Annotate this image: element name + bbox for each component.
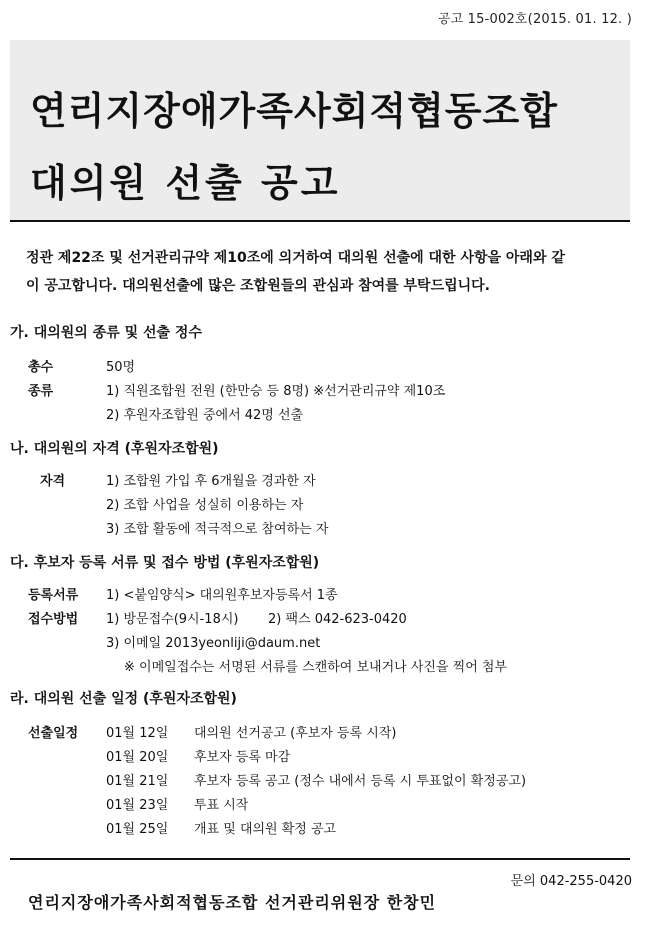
schedule-date: 01월 21일 [106, 774, 169, 789]
schedule-date: 01월 20일 [106, 750, 169, 765]
documents-label: 등록서류 [28, 588, 79, 603]
section-heading-da: 다. 후보자 등록 서류 및 접수 방법 (후원자조합원) [10, 555, 320, 571]
method-item-1: 1) 방문접수(9시-18시) [106, 612, 239, 627]
total-label: 총수 [28, 360, 54, 375]
schedule-event: 후보자 등록 마감 [194, 750, 291, 765]
section-heading-ra: 라. 대의원 선출 일정 (후원자조합원) [10, 691, 237, 707]
total-value: 50명 [106, 360, 136, 375]
intro-paragraph [26, 244, 626, 300]
footer-divider [10, 858, 630, 860]
notice-number: 공고 15-002호(2015. 01. 12. ) [437, 12, 632, 27]
schedule-date: 01월 23일 [106, 798, 169, 813]
signature-line: 연리지장애가족사회적협동조합 선거관리위원장 한창민 [28, 893, 437, 912]
section-heading-na: 나. 대의원의 자격 (후원자조합원) [10, 441, 219, 457]
title-notice: 대의원 선출 공고 [30, 161, 341, 205]
schedule-date: 01월 12일 [106, 726, 169, 741]
method-label: 접수방법 [28, 612, 79, 627]
schedule-label: 선출일정 [28, 726, 79, 741]
type-label: 종류 [28, 384, 54, 399]
method-item-2: 2) 팩스 042-623-0420 [268, 612, 407, 627]
method-item-3: 3) 이메일 2013yeonliji@daum.net [106, 636, 321, 651]
contact-phone: 문의 042-255-0420 [510, 874, 632, 889]
schedule-event: 개표 및 대의원 확정 공고 [194, 822, 337, 837]
documents-value: 1) <붙임양식> 대의원후보자등록서 1종 [106, 588, 338, 603]
qualification-item-3: 3) 조합 활동에 적극적으로 참여하는 자 [106, 522, 329, 537]
schedule-event: 투표 시작 [194, 798, 249, 813]
intro-line-1: 정관 제22조 및 선거관리규약 제10조에 의거하여 대의원 선출에 대한 사항을 아래와 같 [26, 250, 565, 266]
schedule-event: 대의원 선거공고 (후보자 등록 시작) [194, 726, 397, 741]
type-item-2: 2) 후원자조합원 중에서 42명 선출 [106, 408, 304, 423]
qualification-item-2: 2) 조합 사업을 성실히 이용하는 자 [106, 498, 304, 513]
title-banner [10, 40, 630, 222]
title-organization: 연리지장애가족사회적협동조합 [30, 89, 558, 133]
schedule-event: 후보자 등록 공고 (정수 내에서 등록 시 투표없이 확정공고) [194, 774, 527, 789]
qualification-item-1: 1) 조합원 가입 후 6개월을 경과한 자 [106, 474, 316, 489]
section-heading-ga: 가. 대의원의 종류 및 선출 정수 [10, 325, 202, 341]
type-item-1: 1) 직원조합원 전원 (한만승 등 8명) ※선거관리규약 제10조 [106, 384, 446, 399]
qualification-label: 자격 [40, 474, 66, 489]
email-note: ※ 이메일접수는 서명된 서류를 스캔하여 보내거나 사진을 찍어 첨부 [124, 660, 508, 675]
schedule-date: 01월 25일 [106, 822, 169, 837]
intro-line-2: 이 공고합니다. 대의원선출에 많은 조합원들의 관심과 참여를 부탁드립니다. [26, 278, 490, 294]
